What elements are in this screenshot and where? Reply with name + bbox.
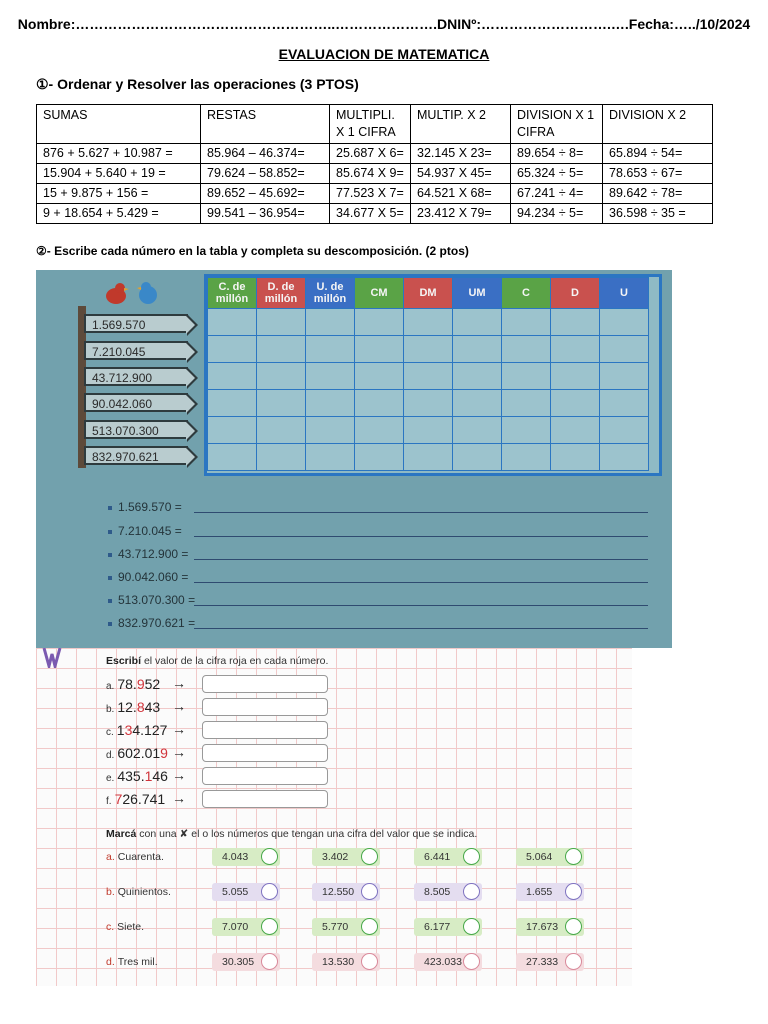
item-letter: a. (106, 681, 115, 692)
red-digit: 9 (160, 745, 168, 761)
radio-circle-icon[interactable] (463, 848, 480, 865)
table-cell: 25.687 X 6= (330, 144, 411, 164)
grid-row (208, 336, 649, 363)
grid-cell[interactable] (306, 444, 355, 471)
grid-cell[interactable] (355, 444, 404, 471)
option-number: 1.655 (526, 886, 553, 898)
table-cell: 79.624 – 58.852= (201, 164, 330, 184)
place-header: D. de millón (257, 278, 306, 309)
answer-box[interactable] (202, 721, 328, 739)
option-number: 5.770 (322, 921, 349, 933)
decomposition-label: 832.970.621 = (118, 616, 196, 630)
place-header: CM (355, 278, 404, 309)
item-letter: f. (106, 796, 112, 807)
grid-cell[interactable] (257, 390, 306, 417)
answer-box[interactable] (202, 790, 328, 808)
grid-cell[interactable] (404, 309, 453, 336)
item-letter: e. (106, 773, 115, 784)
grid-cell[interactable] (453, 444, 502, 471)
number-option[interactable] (312, 953, 380, 971)
grid-cell[interactable] (257, 444, 306, 471)
place-header: D (551, 278, 600, 309)
grid-cell[interactable] (551, 363, 600, 390)
option-number: 423.033 (424, 956, 462, 968)
grid-cell[interactable] (208, 390, 257, 417)
grid-cell[interactable] (453, 417, 502, 444)
grid-cell[interactable] (306, 336, 355, 363)
decomposition-line[interactable] (108, 547, 648, 563)
item-letter: c. (106, 727, 114, 738)
grid-cell[interactable] (551, 336, 600, 363)
question-1: ①- Ordenar y Resolver las operaciones (3 PTOS) (36, 76, 359, 92)
decomposition-label: 43.712.900 = (118, 547, 189, 561)
arrow-icon: → (172, 721, 186, 737)
red-digit: 7 (114, 791, 123, 807)
valor-item (106, 697, 160, 717)
number-option[interactable] (414, 883, 482, 901)
number-option[interactable] (516, 848, 584, 866)
table-cell: 54.937 X 45= (411, 164, 511, 184)
number-option[interactable] (516, 883, 584, 901)
grid-cell[interactable] (355, 363, 404, 390)
grid-cell[interactable] (404, 336, 453, 363)
table-cell: 65.894 ÷ 54= (603, 144, 713, 164)
number-part: 46 (152, 768, 168, 784)
decomposition-line[interactable] (108, 616, 648, 632)
table-cell: 64.521 X 68= (411, 184, 511, 204)
grid-cell[interactable] (306, 363, 355, 390)
number-option[interactable] (312, 918, 380, 936)
grid-cell[interactable] (551, 444, 600, 471)
table-cell: 89.642 ÷ 78= (603, 184, 713, 204)
grid-cell[interactable] (502, 417, 551, 444)
valor-item (106, 743, 168, 763)
table-cell: 876 + 5.627 + 10.987 = (37, 144, 201, 164)
grid-cell[interactable] (257, 309, 306, 336)
answer-box[interactable] (202, 767, 328, 785)
grid-cell[interactable] (306, 309, 355, 336)
radio-circle-icon[interactable] (565, 848, 582, 865)
grid-cell[interactable] (355, 417, 404, 444)
table-row (37, 144, 713, 164)
decomposition-label: 1.569.570 = (118, 500, 182, 514)
item-letter: b. (106, 704, 115, 715)
valor-item (106, 674, 160, 694)
item-letter: b. (106, 886, 115, 898)
item-letter: c. (106, 921, 115, 933)
option-number: 6.441 (424, 851, 451, 863)
option-number: 27.333 (526, 956, 559, 968)
option-number: 5.064 (526, 851, 553, 863)
place-header: DM (404, 278, 453, 309)
option-number: 5.055 (222, 886, 249, 898)
number-option[interactable] (414, 953, 482, 971)
option-number: 12.550 (322, 886, 355, 898)
number-option[interactable] (414, 918, 482, 936)
number-part: 26.741 (122, 791, 166, 807)
sign-number: 43.712.900 (84, 367, 188, 386)
value-label: Tres mil. (117, 956, 158, 968)
grid-cell[interactable] (257, 363, 306, 390)
place-header: UM (453, 278, 502, 309)
student-header: Nombre:………………………………………………..………………….DNINº:……………………….….Fecha:…../10/2024 (17, 16, 751, 32)
answer-box[interactable] (202, 744, 328, 762)
grid-cell[interactable] (600, 309, 649, 336)
number-option[interactable] (212, 918, 280, 936)
sign-number: 513.070.300 (84, 420, 188, 439)
valor-item (106, 766, 168, 786)
valor-item (106, 789, 165, 809)
grid-cell[interactable] (600, 363, 649, 390)
grid-row (208, 363, 649, 390)
arrow-icon: → (172, 744, 186, 760)
valor-instruction: Escribí el valor de la cifra roja en cada número. (106, 655, 329, 667)
decomposition-line[interactable] (108, 593, 648, 609)
radio-circle-icon[interactable] (361, 848, 378, 865)
sign-number: 1.569.570 (84, 314, 188, 333)
table-cell: 65.324 ÷ 5= (511, 164, 603, 184)
number-option[interactable] (312, 883, 380, 901)
grid-cell[interactable] (502, 363, 551, 390)
item-letter: d. (106, 956, 115, 968)
table-cell: 36.598 ÷ 35 = (603, 204, 713, 224)
number-option[interactable] (212, 848, 280, 866)
grid-cell[interactable] (551, 390, 600, 417)
valor-item (106, 720, 167, 740)
marca-instruction: Marcá con una ✘ el o los números que tengan una cifra del valor que se indica. (106, 828, 478, 840)
grid-cell[interactable] (453, 363, 502, 390)
radio-circle-icon[interactable] (463, 883, 480, 900)
radio-circle-icon[interactable] (565, 953, 582, 970)
marca-row-label (106, 882, 171, 902)
table-row (37, 204, 713, 224)
number-option[interactable] (212, 883, 280, 901)
arrow-icon: → (172, 698, 186, 714)
grid-cell[interactable] (502, 390, 551, 417)
grid-cell[interactable] (453, 336, 502, 363)
item-letter: a. (106, 851, 115, 863)
table-cell: 78.653 ÷ 67= (603, 164, 713, 184)
number-option[interactable] (312, 848, 380, 866)
value-label: Siete. (117, 921, 145, 933)
grid-cell[interactable] (404, 444, 453, 471)
number-part: 52 (144, 676, 161, 692)
option-number: 17.673 (526, 921, 559, 933)
place-value-panel (36, 270, 672, 648)
grid-row (208, 309, 649, 336)
grid-cell[interactable] (355, 309, 404, 336)
radio-circle-icon[interactable] (361, 883, 378, 900)
grid-header-row (208, 278, 649, 309)
value-label: Quinientos. (117, 886, 171, 898)
red-digit: 8 (136, 699, 145, 715)
table-cell: 77.523 X 7= (330, 184, 411, 204)
operations-header-row (37, 105, 713, 144)
grid-cell[interactable] (502, 336, 551, 363)
table-cell: 15 + 9.875 + 156 = (37, 184, 201, 204)
header-sumas: SUMAS (37, 105, 201, 144)
radio-circle-icon[interactable] (565, 918, 582, 935)
arrow-icon: → (172, 767, 186, 783)
number-part: 602.01 (117, 745, 161, 761)
table-cell: 32.145 X 23= (411, 144, 511, 164)
radio-circle-icon[interactable] (261, 953, 278, 970)
grid-cell[interactable] (355, 336, 404, 363)
radio-circle-icon[interactable] (261, 848, 278, 865)
marca-row-label (106, 847, 164, 867)
workbook-section (36, 648, 632, 986)
red-digit: 9 (136, 676, 145, 692)
option-number: 30.305 (222, 956, 255, 968)
grid-row (208, 417, 649, 444)
table-cell: 85.964 – 46.374= (201, 144, 330, 164)
decomposition-label: 90.042.060 = (118, 570, 189, 584)
grid-row (208, 390, 649, 417)
grid-cell[interactable] (404, 417, 453, 444)
place-header: C. de millón (208, 278, 257, 309)
value-label: Cuarenta. (117, 851, 164, 863)
grid-cell[interactable] (502, 309, 551, 336)
number-option[interactable] (516, 953, 584, 971)
number-option[interactable] (212, 953, 280, 971)
option-number: 3.402 (322, 851, 349, 863)
option-number: 6.177 (424, 921, 451, 933)
table-cell: 89.654 ÷ 8= (511, 144, 603, 164)
grid-cell[interactable] (306, 417, 355, 444)
radio-circle-icon[interactable] (361, 918, 378, 935)
number-option[interactable] (414, 848, 482, 866)
table-cell: 85.674 X 9= (330, 164, 411, 184)
sign-number: 7.210.045 (84, 341, 188, 360)
grid-cell[interactable] (600, 444, 649, 471)
place-header: U (600, 278, 649, 309)
answer-box[interactable] (202, 675, 328, 693)
grid-cell[interactable] (208, 309, 257, 336)
place-header: C (502, 278, 551, 309)
number-part: 43 (144, 699, 161, 715)
grid-cell[interactable] (551, 417, 600, 444)
table-cell: 67.241 ÷ 4= (511, 184, 603, 204)
radio-circle-icon[interactable] (261, 918, 278, 935)
grid-row (208, 444, 649, 471)
grid-cell[interactable] (208, 336, 257, 363)
number-part: 78. (117, 676, 137, 692)
grid-cell[interactable] (208, 417, 257, 444)
table-cell: 23.412 X 79= (411, 204, 511, 224)
decomposition-line[interactable] (108, 524, 648, 540)
exam-title: EVALUACION DE MATEMATICA (278, 46, 490, 62)
table-cell: 15.904 + 5.640 + 19 = (37, 164, 201, 184)
option-number: 4.043 (222, 851, 249, 863)
grid-cell[interactable] (404, 363, 453, 390)
operations-table (36, 104, 713, 224)
place-value-grid (204, 274, 662, 476)
header-division-1: DIVISION X 1 CIFRA (511, 105, 603, 144)
grid-cell[interactable] (257, 336, 306, 363)
option-number: 13.530 (322, 956, 355, 968)
radio-circle-icon[interactable] (261, 883, 278, 900)
header-restas: RESTAS (201, 105, 330, 144)
decomposition-label: 7.210.045 = (118, 524, 182, 538)
table-cell: 94.234 ÷ 5= (511, 204, 603, 224)
sign-number: 832.970.621 (84, 446, 188, 465)
sign-number: 90.042.060 (84, 393, 188, 412)
table-cell: 9 + 18.654 + 5.429 = (37, 204, 201, 224)
grid-cell[interactable] (208, 444, 257, 471)
table-cell: 99.541 – 36.954= (201, 204, 330, 224)
number-part: 4.127 (132, 722, 168, 738)
grid-cell[interactable] (502, 444, 551, 471)
radio-circle-icon[interactable] (361, 953, 378, 970)
item-letter: d. (106, 750, 115, 761)
header-division-2: DIVISION X 2 (603, 105, 713, 144)
radio-circle-icon[interactable] (463, 918, 480, 935)
marca-row-label (106, 917, 144, 937)
grid-cell[interactable] (600, 336, 649, 363)
decomposition-line[interactable] (108, 570, 648, 586)
red-digit: 1 (144, 768, 153, 784)
answer-box[interactable] (202, 698, 328, 716)
place-header: U. de millón (306, 278, 355, 309)
grid-cell[interactable] (600, 390, 649, 417)
arrow-icon: → (172, 790, 186, 806)
number-part: 12. (117, 699, 137, 715)
decomposition-line[interactable] (108, 500, 648, 516)
table-cell: 34.677 X 5= (330, 204, 411, 224)
radio-circle-icon[interactable] (463, 953, 480, 970)
table-row (37, 164, 713, 184)
grid-cell[interactable] (355, 390, 404, 417)
marca-row-label (106, 952, 158, 972)
option-number: 8.505 (424, 886, 451, 898)
decomposition-label: 513.070.300 = (118, 593, 196, 607)
birds-icon (96, 278, 166, 312)
ribbon-icon (40, 648, 64, 668)
grid-cell[interactable] (453, 309, 502, 336)
option-number: 7.070 (222, 921, 249, 933)
number-part: 1 (116, 722, 125, 738)
header-multiplicacion-1: MULTIPLI. X 1 CIFRA (330, 105, 411, 144)
grid-cell[interactable] (600, 417, 649, 444)
red-digit: 3 (124, 722, 133, 738)
grid-cell[interactable] (404, 390, 453, 417)
question-2: ②- Escribe cada número en la tabla y completa su descomposición. (2 ptos) (36, 244, 469, 258)
grid-cell[interactable] (306, 390, 355, 417)
number-part: 435. (117, 768, 145, 784)
radio-circle-icon[interactable] (565, 883, 582, 900)
grid-cell[interactable] (257, 417, 306, 444)
grid-cell[interactable] (551, 309, 600, 336)
number-option[interactable] (516, 918, 584, 936)
grid-cell[interactable] (453, 390, 502, 417)
grid-cell[interactable] (208, 363, 257, 390)
header-multiplicacion-2: MULTIP. X 2 (411, 105, 511, 144)
table-cell: 89.652 – 45.692= (201, 184, 330, 204)
table-row (37, 184, 713, 204)
arrow-icon: → (172, 675, 186, 691)
